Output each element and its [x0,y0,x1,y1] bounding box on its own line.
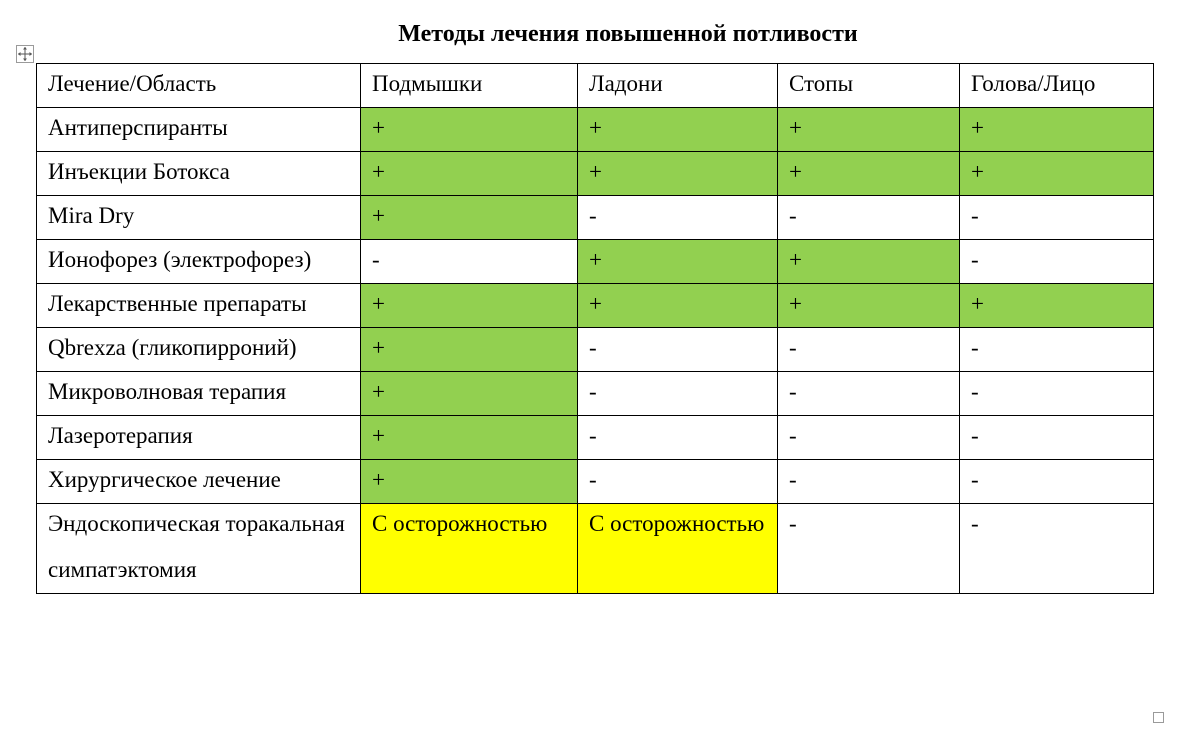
result-cell-positive: + [960,108,1154,152]
table-header-row [37,64,1154,108]
result-cell-negative: - [778,328,960,372]
result-cell-negative: - [361,240,578,284]
result-cell-positive: + [778,108,960,152]
table-row [37,152,1154,196]
result-cell-negative: - [778,372,960,416]
result-cell-positive: + [778,240,960,284]
header-cell-feet: Стопы [778,64,960,108]
result-cell-positive: + [960,284,1154,328]
result-cell-positive: + [578,108,778,152]
result-cell-negative: - [960,460,1154,504]
result-cell-negative: - [778,460,960,504]
treatment-name-cell: Mira Dry [37,196,361,240]
result-cell-positive: + [361,152,578,196]
result-cell-positive: + [361,460,578,504]
result-cell-positive: + [361,108,578,152]
treatment-name-cell: Микроволновая терапия [37,372,361,416]
treatment-name-cell: Эндоскопическая торакальная симпатэктомия [37,504,361,594]
table-row [37,196,1154,240]
page-title: Методы лечения повышенной потливости [398,21,858,47]
treatment-name-cell: Антиперспиранты [37,108,361,152]
header-cell-armpits: Подмышки [361,64,578,108]
result-cell-positive: + [361,372,578,416]
result-cell-negative: - [578,328,778,372]
header-cell-palms: Ладони [578,64,778,108]
header-cell-head-face: Голова/Лицо [960,64,1154,108]
table-row [37,328,1154,372]
table-row [37,504,1154,594]
result-cell-negative: - [778,416,960,460]
result-cell-negative: - [960,328,1154,372]
treatment-name-cell: Лекарственные препараты [37,284,361,328]
table-row [37,416,1154,460]
result-cell-positive: + [578,284,778,328]
result-cell-negative: - [960,416,1154,460]
treatment-name-cell: Ионофорез (электрофорез) [37,240,361,284]
result-cell-negative: - [578,416,778,460]
table-row [37,108,1154,152]
result-cell-positive: + [361,328,578,372]
table-resize-handle[interactable] [1153,712,1164,723]
result-cell-negative: - [960,372,1154,416]
treatment-name-cell: Хирургическое лечение [37,460,361,504]
result-cell-positive: + [361,284,578,328]
result-cell-positive: + [578,152,778,196]
table-row [37,460,1154,504]
result-cell-caution: С осторожностью [361,504,578,594]
result-cell-negative: - [778,196,960,240]
result-cell-negative: - [960,240,1154,284]
result-cell-positive: + [960,152,1154,196]
result-cell-caution: С осторожностью [578,504,778,594]
result-cell-positive: + [361,416,578,460]
result-cell-positive: + [778,284,960,328]
result-cell-negative: - [578,372,778,416]
result-cell-negative: - [578,196,778,240]
result-cell-negative: - [960,196,1154,240]
result-cell-positive: + [578,240,778,284]
result-cell-negative: - [578,460,778,504]
table-row [37,240,1154,284]
treatment-name-cell: Лазеротерапия [37,416,361,460]
result-cell-positive: + [778,152,960,196]
header-cell-treatment: Лечение/Область [37,64,361,108]
table-row [37,372,1154,416]
result-cell-negative: - [960,504,1154,594]
treatment-table [36,63,1154,594]
result-cell-positive: + [361,196,578,240]
treatment-name-cell: Qbrexza (гликопирроний) [37,328,361,372]
result-cell-negative: - [778,504,960,594]
treatment-name-cell: Инъекции Ботокса [37,152,361,196]
table-move-handle-icon[interactable] [16,45,34,63]
table-row [37,284,1154,328]
